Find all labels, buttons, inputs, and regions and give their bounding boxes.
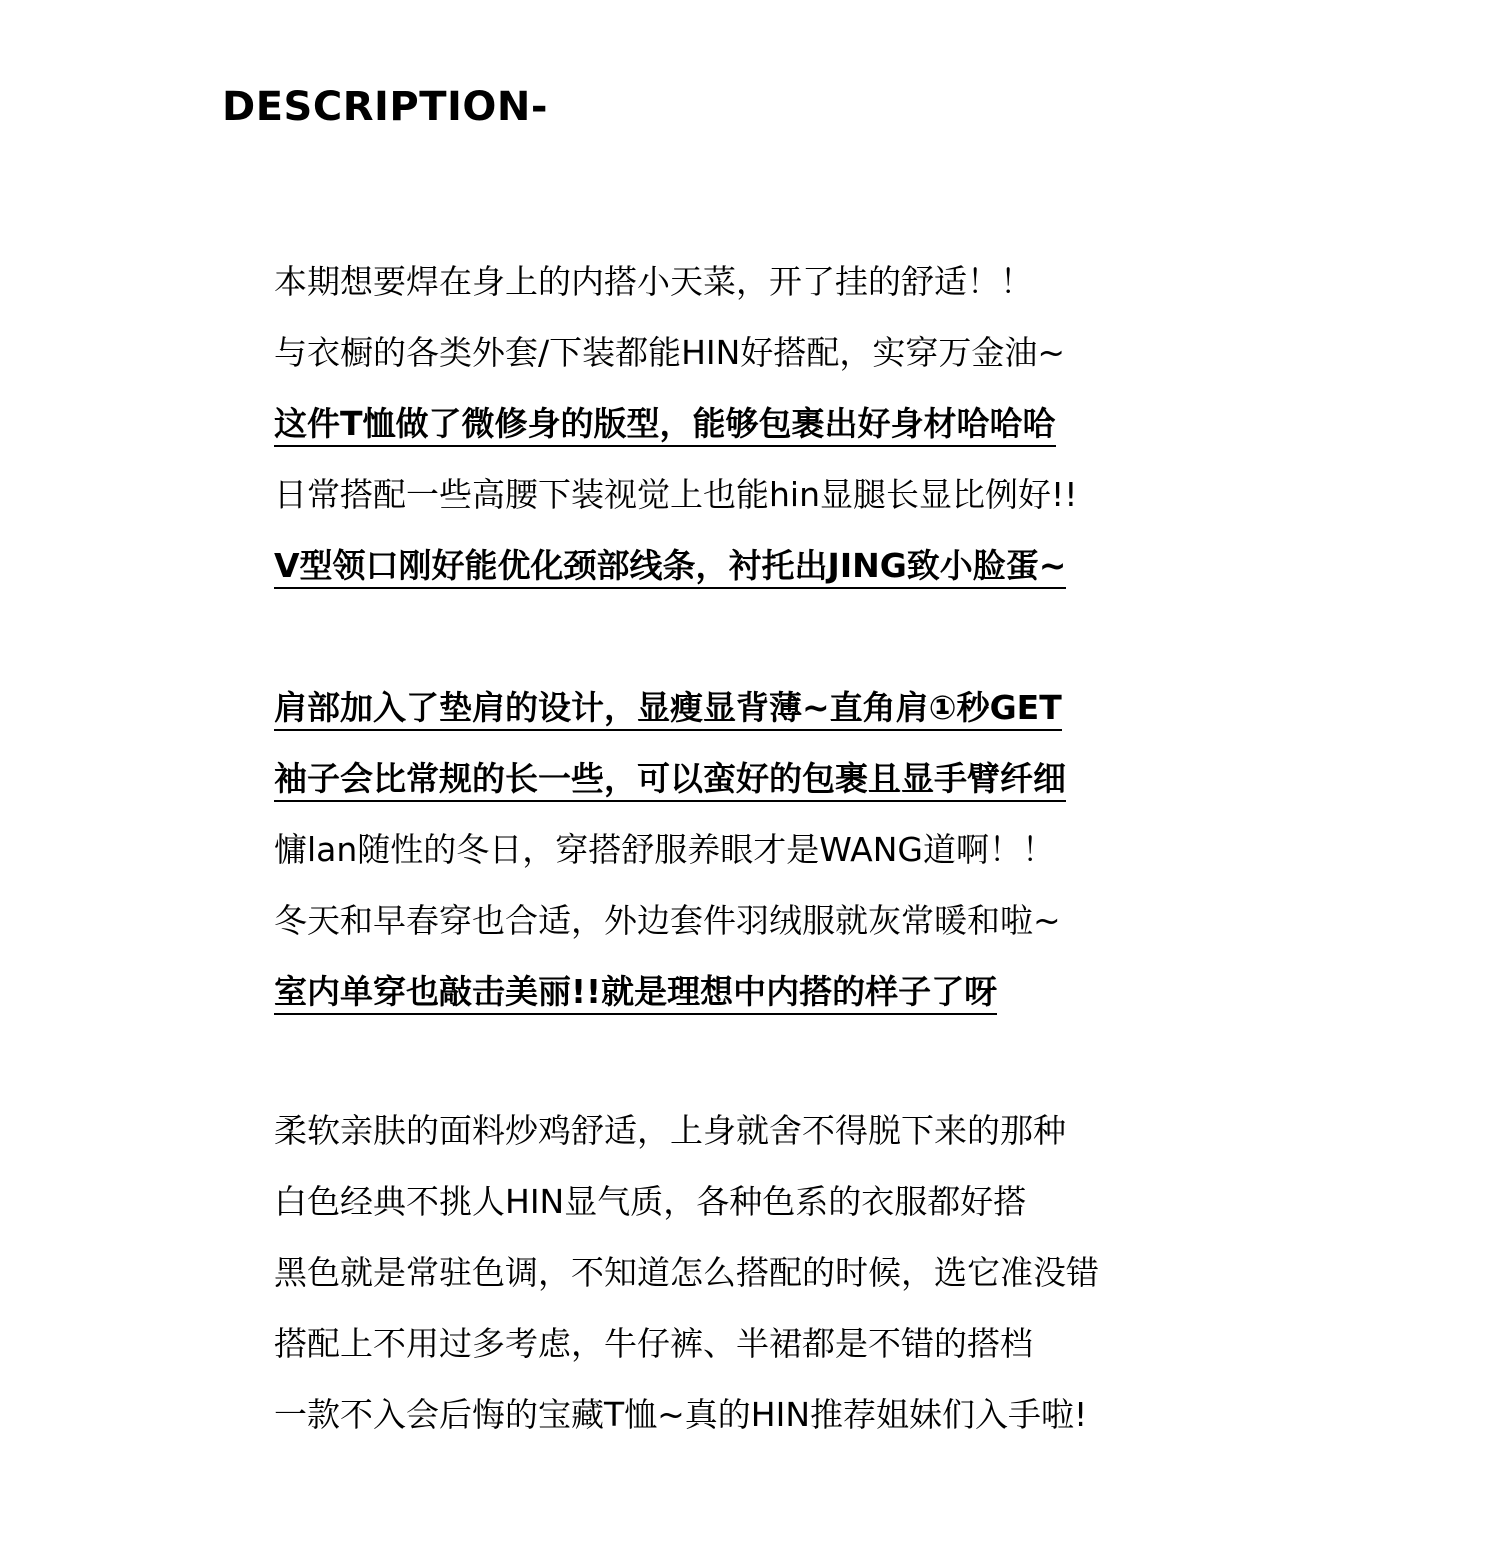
description-line-highlighted: 袖子会比常规的长一些，可以蛮好的包裹且显手臂纤细 [274, 743, 1066, 814]
description-line: 柔软亲肤的面料炒鸡舒适，上身就舍不得脱下来的那种 [274, 1111, 1066, 1150]
description-line: 黑色就是常驻色调，不知道怎么搭配的时候，选它准没错 [274, 1253, 1099, 1292]
description-line: 日常搭配一些高腰下装视觉上也能hin显腿长显比例好!! [274, 475, 1078, 514]
page-title: DESCRIPTION- [222, 84, 548, 130]
description-line-highlighted: 室内单穿也敲击美丽!!就是理想中内搭的样子了呀 [274, 956, 1066, 1027]
description-line: 一款不入会后悔的宝藏T恤~真的HIN推荐姐妹们入手啦! [274, 1395, 1088, 1434]
description-line: 白色经典不挑人HIN显气质，各种色系的衣服都好搭 [274, 1182, 1027, 1221]
description-line: 与衣橱的各类外套/下装都能HIN好搭配，实穿万金油~ [274, 333, 1066, 372]
description-paragraph-3 [274, 1095, 1099, 1450]
description-line: 慵lan随性的冬日，穿搭舒服养眼才是WANG道啊！！ [274, 830, 1055, 869]
description-line: 搭配上不用过多考虑，牛仔裤、半裙都是不错的搭档 [274, 1324, 1033, 1363]
description-line: 本期想要焊在身上的内搭小天菜，开了挂的舒适！！ [274, 262, 1033, 301]
description-line: 冬天和早春穿也合适，外边套件羽绒服就灰常暖和啦~ [274, 901, 1061, 940]
description-paragraph-1 [274, 246, 1077, 601]
description-line-highlighted: V型领口刚好能优化颈部线条，衬托出JING致小脸蛋~ [274, 530, 1077, 601]
description-paragraph-2 [274, 672, 1066, 1027]
description-line-highlighted: 肩部加入了垫肩的设计，显瘦显背薄~直角肩①秒GET [274, 672, 1066, 743]
description-line-highlighted: 这件T恤做了微修身的版型，能够包裹出好身材哈哈哈 [274, 388, 1077, 459]
